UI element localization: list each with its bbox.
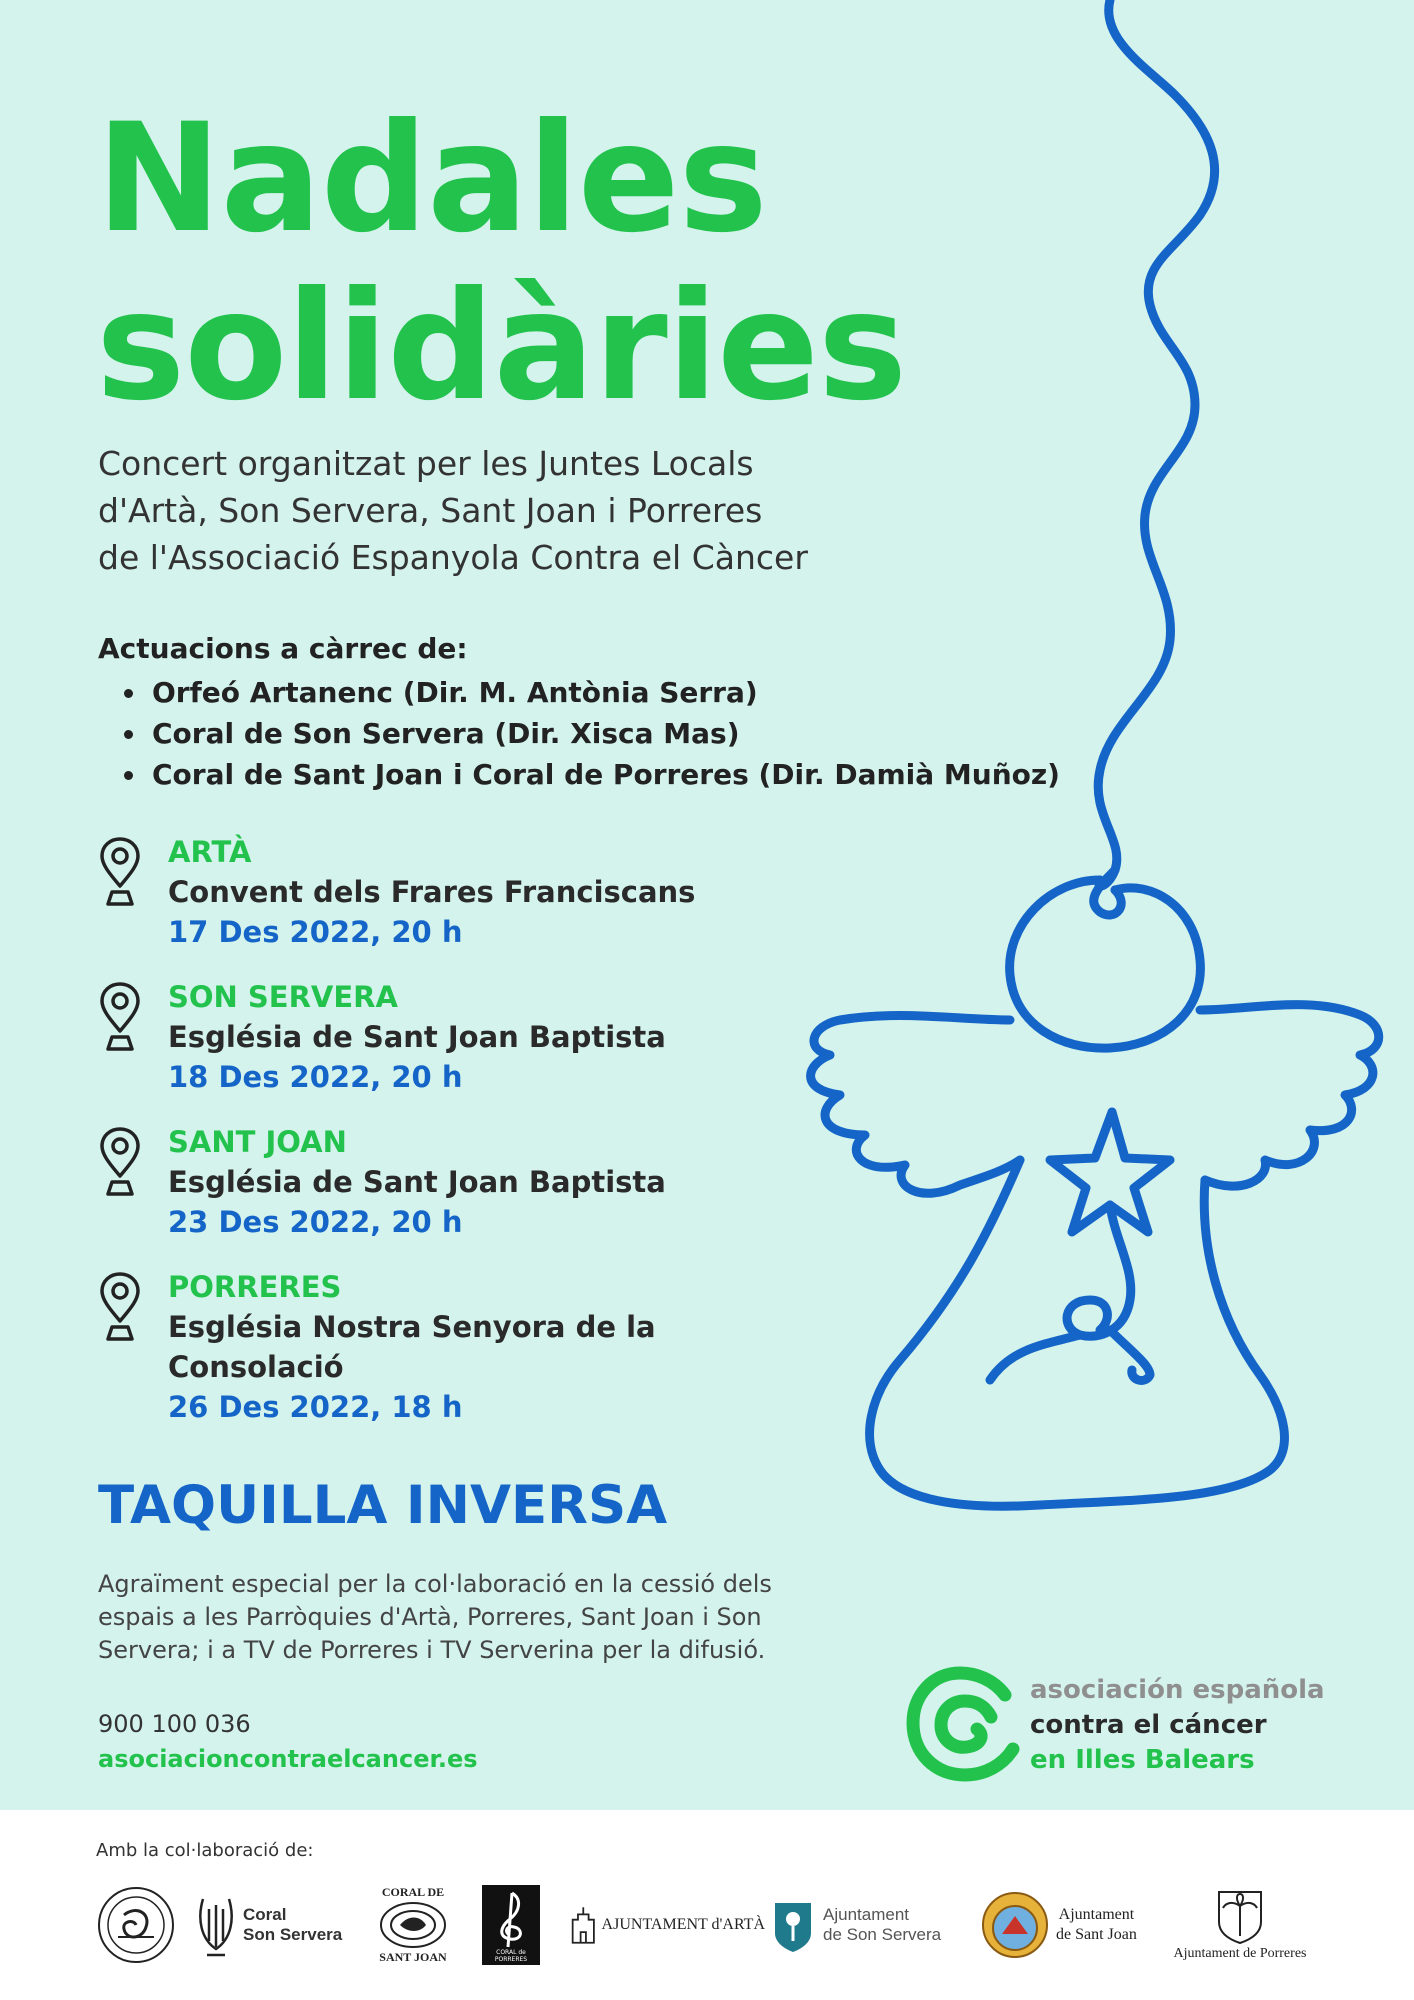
title-heading [96,92,907,434]
ajuntament-porreres-label: Ajuntament de Porreres [1173,1946,1307,1961]
coral-son-servera-line-1: Coral [243,1905,287,1924]
brand-line-3: en Illes Balears [1030,1745,1255,1775]
event-venue: Església de Sant Joan Baptista [168,1165,666,1199]
treble-clef-icon [482,1885,540,1949]
performance-item: Orfeó Artanenc (Dir. M. Antònia Serra) [120,672,1060,713]
ajuntament-arta-label: AJUNTAMENT d'ARTÀ [601,1916,765,1933]
location-pin-icon [98,981,142,1053]
performances-list [120,672,1060,795]
sponsor-orfeo-artanenc [96,1885,178,1965]
title-line-1: Nadales [96,92,767,266]
event-son-servera [98,977,858,1097]
sponsor-coral-son-servera [195,1885,355,1965]
coral-porreres-label: CORAL de PORRERES [494,1949,528,1963]
event-town: SANT JOAN [168,1125,347,1159]
lyre-icon [195,1889,237,1961]
coral-son-servera-line-2: Son Servera [243,1925,343,1944]
sponsor-coral-porreres [482,1885,544,1965]
event-town: ARTÀ [168,835,252,869]
phone-number[interactable]: 900 100 036 [98,1710,251,1738]
ajuntament-sant-joan-line-2: de Sant Joan [1056,1926,1137,1943]
son-servera-shield-icon [773,1897,813,1953]
subtitle-line: d'Artà, Son Servera, Sant Joan i Porreres [98,491,763,530]
event-date: 23 Des 2022, 20 h [168,1205,463,1239]
aecc-brand-name [1030,1673,1325,1778]
ajuntament-son-servera-line-2: de Son Servera [823,1925,942,1944]
collaboration-label: Amb la col·laboració de: [96,1840,314,1861]
sant-joan-coat-of-arms-icon [980,1890,1050,1960]
coral-sant-joan-emblem-icon [378,1900,448,1950]
sponsor-ajuntament-sant-joan [980,1885,1140,1965]
title-line-2: solidàries [96,260,907,434]
performance-item: Coral de Sant Joan i Coral de Porreres (Dir. Damià Muñoz) [120,754,1060,795]
sponsor-coral-sant-joan [370,1885,456,1965]
event-venue: Església Nostra Senyora de la Consolació [168,1310,656,1384]
location-pin-icon [98,1126,142,1198]
sponsor-ajuntament-arta [570,1885,765,1965]
brand-line-2: contra el cáncer [1030,1710,1267,1740]
brand-line-1: asociación española [1030,1675,1325,1705]
event-porreres [98,1267,858,1427]
sponsor-ajuntament-son-servera [773,1885,963,1965]
event-venue: Convent dels Frares Franciscans [168,875,696,909]
orfeo-artanenc-seal-icon [96,1885,176,1965]
sponsor-ajuntament-porreres [1155,1885,1325,1965]
event-date: 18 Des 2022, 20 h [168,1060,463,1094]
aecc-logo-icon [905,1665,1025,1785]
subtitle-line: Concert organitzat per les Juntes Locals [98,444,754,483]
performance-item: Coral de Son Servera (Dir. Xisca Mas) [120,713,1060,754]
ajuntament-sant-joan-line-1: Ajuntament [1058,1906,1135,1923]
event-town: SON SERVERA [168,980,398,1014]
location-pin-icon [98,836,142,908]
location-pin-icon [98,1271,142,1343]
taquilla-inversa-heading: TAQUILLA INVERSA [98,1475,668,1536]
event-venue: Església de Sant Joan Baptista [168,1020,666,1054]
coral-sant-joan-bottom: SANT JOAN [379,1950,447,1964]
subtitle [98,440,958,581]
event-arta [98,832,858,952]
arta-castle-icon [570,1903,597,1947]
coral-sant-joan-top: CORAL DE [381,1885,445,1899]
event-sant-joan [98,1122,858,1242]
event-date: 17 Des 2022, 20 h [168,915,463,949]
event-town: PORRERES [168,1270,342,1304]
porreres-palm-shield-icon [1215,1888,1265,1944]
subtitle-line: de l'Associació Espanyola Contra el Càncer [98,538,808,577]
event-date: 26 Des 2022, 18 h [168,1390,463,1424]
performances-heading: Actuacions a càrrec de: [98,632,468,665]
coral-porreres-logo [482,1885,540,1965]
ajuntament-son-servera-line-1: Ajuntament [823,1905,909,1924]
website-link[interactable]: asociacioncontraelcancer.es [98,1745,478,1773]
acknowledgement-text: Agraïment especial per la col·laboració en la cessió dels espais a les Parròquies d'Artà, Porreres, Sant Joan i Son Servera; i a TV de Porreres i TV Serverina per la difusió. [98,1570,772,1664]
